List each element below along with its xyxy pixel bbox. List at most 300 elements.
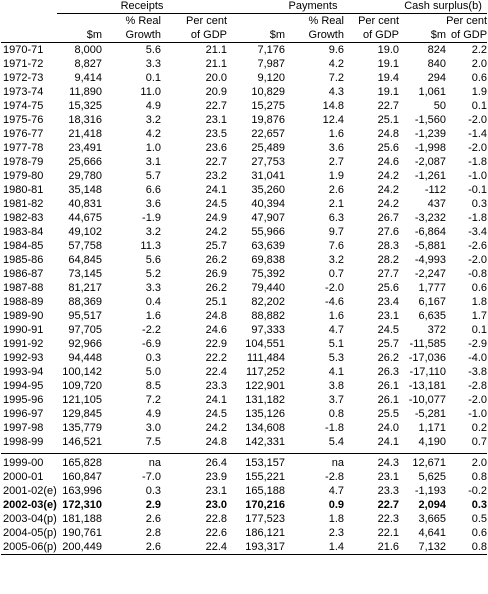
- value-cell: 19,876: [251, 114, 285, 126]
- value-cell: 0.1: [471, 324, 488, 336]
- year-cell: 1983-84: [3, 226, 44, 238]
- value-cell: -4,993: [414, 254, 447, 266]
- value-cell: 24.5: [205, 198, 227, 210]
- value-cell: 22.7: [205, 156, 227, 168]
- value-cell: 135,779: [62, 422, 102, 434]
- value-cell: 24.8: [377, 128, 400, 140]
- value-cell: 3.0: [145, 422, 161, 434]
- value-cell: 26.2: [205, 282, 227, 294]
- value-cell: 135,126: [245, 408, 285, 420]
- value-cell: 40,831: [68, 198, 102, 210]
- value-cell: 88,369: [68, 296, 102, 308]
- value-cell: 25.1: [205, 296, 227, 308]
- value-cell: 1,061: [418, 86, 447, 98]
- value-cell: 27.6: [377, 226, 400, 238]
- value-cell: 24.2: [205, 226, 227, 238]
- value-cell: 24.5: [377, 324, 400, 336]
- value-cell: 9,120: [257, 72, 285, 84]
- table-row: [1, 253, 487, 267]
- cash-surplus-header: Cash surplus(b): [399, 0, 487, 14]
- value-cell: 6.6: [145, 184, 161, 196]
- value-cell: 0.9: [328, 499, 344, 511]
- value-cell: 193,317: [227, 540, 285, 555]
- value-cell: 160,847: [62, 471, 102, 483]
- value-cell: -13,181: [408, 380, 447, 392]
- value-cell: 49,102: [68, 226, 102, 238]
- value-cell: 8,827: [74, 58, 102, 70]
- value-cell: 23.6: [205, 142, 227, 154]
- value-cell: 4.7: [328, 324, 344, 336]
- year-cell: 1989-90: [3, 310, 44, 322]
- value-cell: 27.7: [377, 268, 400, 280]
- value-cell: 1.6: [328, 310, 344, 322]
- value-cell: 20.0: [205, 72, 227, 84]
- value-cell: 19.1: [377, 58, 400, 70]
- value-cell: 23.1: [205, 485, 227, 497]
- table-row: [1, 141, 487, 155]
- value-cell: 25.7: [205, 240, 227, 252]
- value-cell: 0.3: [145, 485, 161, 497]
- value-cell: -2.6: [468, 240, 488, 252]
- value-cell: 12,671: [412, 457, 447, 469]
- value-cell: 1.4: [285, 540, 344, 555]
- value-cell: -0.1: [468, 184, 488, 196]
- table-row: [1, 113, 487, 127]
- value-cell: -1,998: [414, 142, 447, 154]
- value-cell: 22.8: [205, 513, 227, 525]
- value-cell: 7.6: [328, 240, 344, 252]
- value-cell: 190,761: [62, 527, 102, 539]
- value-cell: 1.6: [145, 310, 161, 322]
- value-cell: 21.1: [205, 44, 227, 56]
- value-cell: 25.1: [377, 114, 400, 126]
- value-cell: 26.1: [377, 380, 400, 392]
- table-row: [1, 57, 487, 71]
- value-cell: 5.1: [328, 338, 344, 350]
- value-cell: -0.2: [468, 485, 488, 497]
- value-cell: 12.4: [322, 114, 344, 126]
- value-cell: 25.6: [377, 142, 400, 154]
- table-row: [1, 183, 487, 197]
- value-cell: 9.6: [328, 44, 344, 56]
- table-row: [1, 267, 487, 281]
- value-cell: 24.8: [205, 436, 227, 448]
- year-cell: 1998-99: [3, 436, 44, 448]
- value-cell: 82,202: [251, 296, 285, 308]
- value-cell: 0.1: [471, 100, 488, 112]
- value-cell: 129,845: [62, 408, 102, 420]
- value-cell: 22.3: [377, 513, 400, 525]
- value-cell: 7.2: [328, 72, 344, 84]
- value-cell: -2.2: [142, 324, 161, 336]
- year-cell: 1995-96: [3, 394, 44, 406]
- year-cell: 1993-94: [3, 366, 44, 378]
- year-cell: 1985-86: [3, 254, 44, 266]
- table-row: [1, 43, 487, 58]
- value-cell: 22.7: [377, 499, 400, 511]
- value-cell: 47,907: [251, 212, 285, 224]
- table-row: [1, 127, 487, 141]
- year-cell: 1981-82: [3, 198, 44, 210]
- value-cell: -0.8: [468, 268, 488, 280]
- year-cell: 1974-75: [3, 100, 44, 112]
- year-cell: 2004-05(p): [3, 527, 57, 539]
- value-cell: 2.2: [471, 44, 488, 56]
- value-cell: 23.1: [205, 114, 227, 126]
- receipts-header: Receipts: [57, 0, 227, 14]
- receipts-payments-table: [1, 0, 487, 555]
- value-cell: -4.0: [468, 352, 488, 364]
- value-cell: 24.6: [377, 156, 400, 168]
- value-cell: -11,585: [409, 338, 447, 350]
- value-cell: 24.1: [205, 394, 227, 406]
- value-cell: 24.2: [205, 422, 227, 434]
- value-cell: 181,188: [62, 513, 102, 525]
- value-cell: 100,142: [62, 366, 102, 378]
- value-cell: 5.0: [145, 366, 161, 378]
- real-growth-header: % Real: [308, 15, 344, 27]
- value-cell: 22,657: [251, 128, 285, 140]
- year-cell: 2002-03(e): [3, 499, 57, 511]
- value-cell: 18,316: [68, 114, 102, 126]
- value-cell: 3.3: [145, 58, 161, 70]
- value-cell: 2.0: [471, 58, 488, 70]
- value-cell: 57,758: [68, 240, 102, 252]
- value-cell: 35,148: [68, 184, 102, 196]
- value-cell: 97,333: [251, 324, 285, 336]
- value-cell: 23.2: [205, 170, 227, 182]
- value-cell: 1,777: [418, 282, 447, 294]
- value-cell: 7,132: [399, 540, 446, 555]
- value-cell: 25.7: [377, 338, 400, 350]
- value-cell: -1.0: [468, 408, 488, 420]
- value-cell: 2.8: [145, 527, 161, 539]
- value-cell: 11.3: [140, 240, 161, 252]
- value-cell: 92,966: [68, 338, 102, 350]
- value-cell: -1.4: [468, 128, 488, 140]
- value-cell: -2.0: [468, 254, 488, 266]
- value-cell: 5.7: [145, 170, 161, 182]
- value-cell: -2.0: [468, 114, 488, 126]
- value-cell: 24.2: [377, 170, 400, 182]
- table-row: [1, 155, 487, 169]
- table-row: [1, 421, 487, 435]
- value-cell: 172,310: [62, 499, 102, 511]
- year-cell: 1996-97: [3, 408, 44, 420]
- table-row: [1, 169, 487, 183]
- year-cell: 1992-93: [3, 352, 44, 364]
- value-cell: 23.0: [205, 499, 227, 511]
- value-cell: -1.0: [468, 170, 488, 182]
- value-cell: 22.6: [205, 527, 227, 539]
- year-cell: 1994-95: [3, 380, 44, 392]
- value-cell: 22.7: [377, 100, 400, 112]
- value-cell: 3.1: [145, 156, 161, 168]
- value-cell: 4.3: [328, 86, 344, 98]
- year-cell: 2001-02(e): [3, 485, 57, 497]
- value-cell: 2.3: [328, 527, 344, 539]
- value-cell: 3.6: [145, 198, 161, 210]
- value-cell: 3.8: [328, 380, 344, 392]
- real-growth-header: Growth: [102, 28, 161, 43]
- table-row: [1, 435, 487, 449]
- real-growth-header: Growth: [285, 28, 344, 43]
- value-cell: 24.2: [377, 198, 400, 210]
- value-cell: -1,560: [414, 114, 447, 126]
- value-cell: 2.6: [328, 184, 344, 196]
- value-cell: -2,087: [414, 156, 447, 168]
- table-row: [1, 295, 487, 309]
- value-cell: -1.8: [325, 422, 344, 434]
- year-cell: 1984-85: [3, 240, 44, 252]
- year-cell: 1973-74: [3, 86, 44, 98]
- year-cell: 1986-87: [3, 268, 44, 280]
- year-cell: 2005-06(p): [3, 541, 57, 553]
- value-cell: 4.7: [328, 485, 344, 497]
- table-row: [1, 512, 487, 526]
- value-cell: 3.2: [145, 114, 161, 126]
- year-cell: 1988-89: [3, 296, 44, 308]
- value-cell: -2.8: [468, 380, 488, 392]
- value-cell: 81,217: [68, 282, 102, 294]
- value-cell: 6.3: [328, 212, 344, 224]
- table-row: [1, 526, 487, 540]
- value-cell: 6,167: [418, 296, 447, 308]
- value-cell: 0.6: [471, 527, 488, 539]
- value-cell: 21,418: [68, 128, 102, 140]
- value-cell: 2.9: [145, 499, 161, 511]
- table-row: [1, 470, 487, 484]
- value-cell: 1.6: [328, 128, 344, 140]
- value-cell: 35,260: [251, 184, 285, 196]
- value-cell: 9.7: [328, 226, 344, 238]
- value-cell: 26.2: [205, 254, 227, 266]
- value-cell: -17,110: [409, 366, 447, 378]
- value-cell: 5,625: [418, 471, 447, 483]
- value-cell: -112: [424, 184, 447, 196]
- value-cell: 5.4: [328, 436, 344, 448]
- value-cell: 0.7: [328, 268, 344, 280]
- value-cell: 1.9: [471, 86, 488, 98]
- value-cell: 1.7: [471, 310, 488, 322]
- table-row: [1, 225, 487, 239]
- value-cell: 25,489: [251, 142, 285, 154]
- value-cell: 4.2: [145, 128, 161, 140]
- group-header-row: [1, 0, 487, 14]
- value-cell: 26.4: [205, 457, 227, 469]
- value-cell: 122,901: [245, 380, 285, 392]
- year-cell: 2003-04(p): [3, 513, 57, 525]
- value-cell: 2.7: [328, 156, 344, 168]
- table-row: [1, 323, 487, 337]
- value-cell: 26.2: [377, 352, 400, 364]
- value-cell: 20.9: [205, 86, 227, 98]
- value-cell: 88,882: [251, 310, 285, 322]
- value-cell: 79,440: [251, 282, 285, 294]
- value-cell: -17,036: [408, 352, 447, 364]
- value-cell: 0.3: [471, 198, 488, 210]
- value-cell: 7.5: [145, 436, 161, 448]
- value-cell: -2.8: [325, 471, 344, 483]
- value-cell: 824: [427, 44, 447, 56]
- value-cell: 24.9: [205, 212, 227, 224]
- value-cell: 7,987: [257, 58, 285, 70]
- value-cell: 69,838: [251, 254, 285, 266]
- value-cell: -2.0: [468, 394, 488, 406]
- value-cell: -3,232: [414, 212, 447, 224]
- value-cell: 24.8: [205, 310, 227, 322]
- value-cell: -1.8: [468, 212, 488, 224]
- table-row: [1, 393, 487, 407]
- table-row: [1, 197, 487, 211]
- value-cell: 63,639: [251, 240, 285, 252]
- value-cell: 27,753: [251, 156, 285, 168]
- value-cell: 840: [427, 58, 447, 70]
- value-cell: 8,000: [74, 44, 102, 56]
- subheader-row-1: [1, 14, 487, 29]
- value-cell: 64,845: [68, 254, 102, 266]
- value-cell: 1.9: [328, 170, 344, 182]
- value-cell: 55,966: [251, 226, 285, 238]
- value-cell: 134,608: [245, 422, 285, 434]
- value-cell: -2.0: [325, 282, 344, 294]
- value-cell: -2.9: [468, 338, 488, 350]
- value-cell: 200,449: [57, 540, 102, 555]
- value-cell: 28.3: [377, 240, 400, 252]
- value-cell: 15,325: [68, 100, 102, 112]
- value-cell: 372: [427, 324, 447, 336]
- value-cell: 26.1: [377, 394, 400, 406]
- value-cell: 25.6: [377, 282, 400, 294]
- table-row: [1, 484, 487, 498]
- value-cell: -1.9: [142, 212, 161, 224]
- per-cent-header: Per cent: [446, 15, 488, 27]
- recent-and-projected-rows: [1, 456, 487, 555]
- value-cell: 0.5: [471, 513, 488, 525]
- value-cell: 0.7: [471, 436, 488, 448]
- year-cell: 1977-78: [3, 142, 44, 154]
- value-cell: -4.6: [325, 296, 344, 308]
- value-cell: -2.0: [468, 142, 488, 154]
- value-cell: -3.8: [468, 366, 488, 378]
- value-cell: 153,157: [245, 457, 285, 469]
- value-cell: 15,275: [251, 100, 285, 112]
- value-cell: 24.6: [205, 324, 227, 336]
- value-cell: 5.2: [145, 268, 161, 280]
- value-cell: -1,239: [414, 128, 447, 140]
- value-cell: -1.8: [468, 156, 488, 168]
- value-cell: 22.4: [161, 540, 227, 555]
- year-cell: 1991-92: [3, 338, 44, 350]
- value-cell: 2.0: [471, 457, 488, 469]
- value-cell: 121,105: [62, 394, 102, 406]
- historical-rows: [1, 43, 487, 450]
- value-cell: -6,864: [414, 226, 447, 238]
- value-cell: 19.4: [377, 72, 400, 84]
- value-cell: 0.6: [471, 282, 488, 294]
- value-cell: 23.9: [205, 471, 227, 483]
- value-cell: 73,145: [68, 268, 102, 280]
- year-cell: 1971-72: [3, 58, 44, 70]
- value-cell: -3.4: [468, 226, 488, 238]
- year-cell: 2000-01: [3, 471, 44, 483]
- unit-label: $m: [399, 28, 446, 43]
- value-cell: 23.4: [377, 296, 400, 308]
- value-cell: 0.3: [145, 352, 161, 364]
- value-cell: 97,705: [68, 324, 102, 336]
- value-cell: 1.8: [471, 296, 488, 308]
- value-cell: 5.3: [328, 352, 344, 364]
- value-cell: -1,261: [414, 170, 447, 182]
- value-cell: 111,484: [246, 352, 285, 364]
- value-cell: 2.6: [145, 513, 161, 525]
- value-cell: 0.4: [145, 296, 161, 308]
- value-cell: -2,247: [414, 268, 447, 280]
- value-cell: 10,829: [251, 86, 285, 98]
- year-cell: 1997-98: [3, 422, 44, 434]
- value-cell: 26.9: [205, 268, 227, 280]
- table-row: [1, 456, 487, 470]
- value-cell: 6,635: [418, 310, 447, 322]
- value-cell: 0.3: [471, 499, 488, 511]
- value-cell: 21.6: [344, 540, 399, 555]
- value-cell: 165,828: [62, 457, 102, 469]
- value-cell: 4.2: [328, 58, 344, 70]
- per-cent-header: Per cent: [358, 15, 400, 27]
- value-cell: 23.1: [377, 310, 400, 322]
- value-cell: 22.4: [205, 366, 227, 378]
- value-cell: 437: [427, 198, 447, 210]
- value-cell: 142,331: [245, 436, 285, 448]
- year-cell: 1976-77: [3, 128, 44, 140]
- value-cell: -1,193: [414, 485, 447, 497]
- value-cell: -6.9: [142, 338, 161, 350]
- table-row: [1, 309, 487, 323]
- table-row: [1, 85, 487, 99]
- value-cell: 24.5: [205, 408, 227, 420]
- value-cell: 3.3: [145, 282, 161, 294]
- table-row: [1, 379, 487, 393]
- table-row: [1, 281, 487, 295]
- table-row: [1, 540, 487, 555]
- value-cell: 109,720: [62, 380, 102, 392]
- unit-label: $m: [227, 28, 285, 43]
- value-cell: 0.8: [328, 408, 344, 420]
- value-cell: 44,675: [68, 212, 102, 224]
- year-cell: 1980-81: [3, 184, 44, 196]
- value-cell: 5.6: [145, 44, 161, 56]
- value-cell: 0.8: [446, 540, 487, 555]
- value-cell: 146,521: [62, 436, 102, 448]
- table-row: [1, 407, 487, 421]
- value-cell: 117,252: [246, 366, 285, 378]
- value-cell: 21.1: [205, 58, 227, 70]
- table-row: [1, 365, 487, 379]
- year-cell: 1975-76: [3, 114, 44, 126]
- value-cell: 14.8: [322, 100, 344, 112]
- value-cell: -7.0: [142, 471, 161, 483]
- value-cell: 0.1: [145, 72, 161, 84]
- value-cell: 155,221: [245, 471, 285, 483]
- value-cell: 5.6: [145, 254, 161, 266]
- value-cell: 94,448: [68, 352, 102, 364]
- value-cell: 131,182: [245, 394, 285, 406]
- payments-header: Payments: [227, 0, 399, 14]
- value-cell: 26.3: [377, 366, 400, 378]
- value-cell: 28.2: [377, 254, 400, 266]
- year-cell: 1972-73: [3, 72, 44, 84]
- per-cent-header: of GDP: [344, 28, 399, 43]
